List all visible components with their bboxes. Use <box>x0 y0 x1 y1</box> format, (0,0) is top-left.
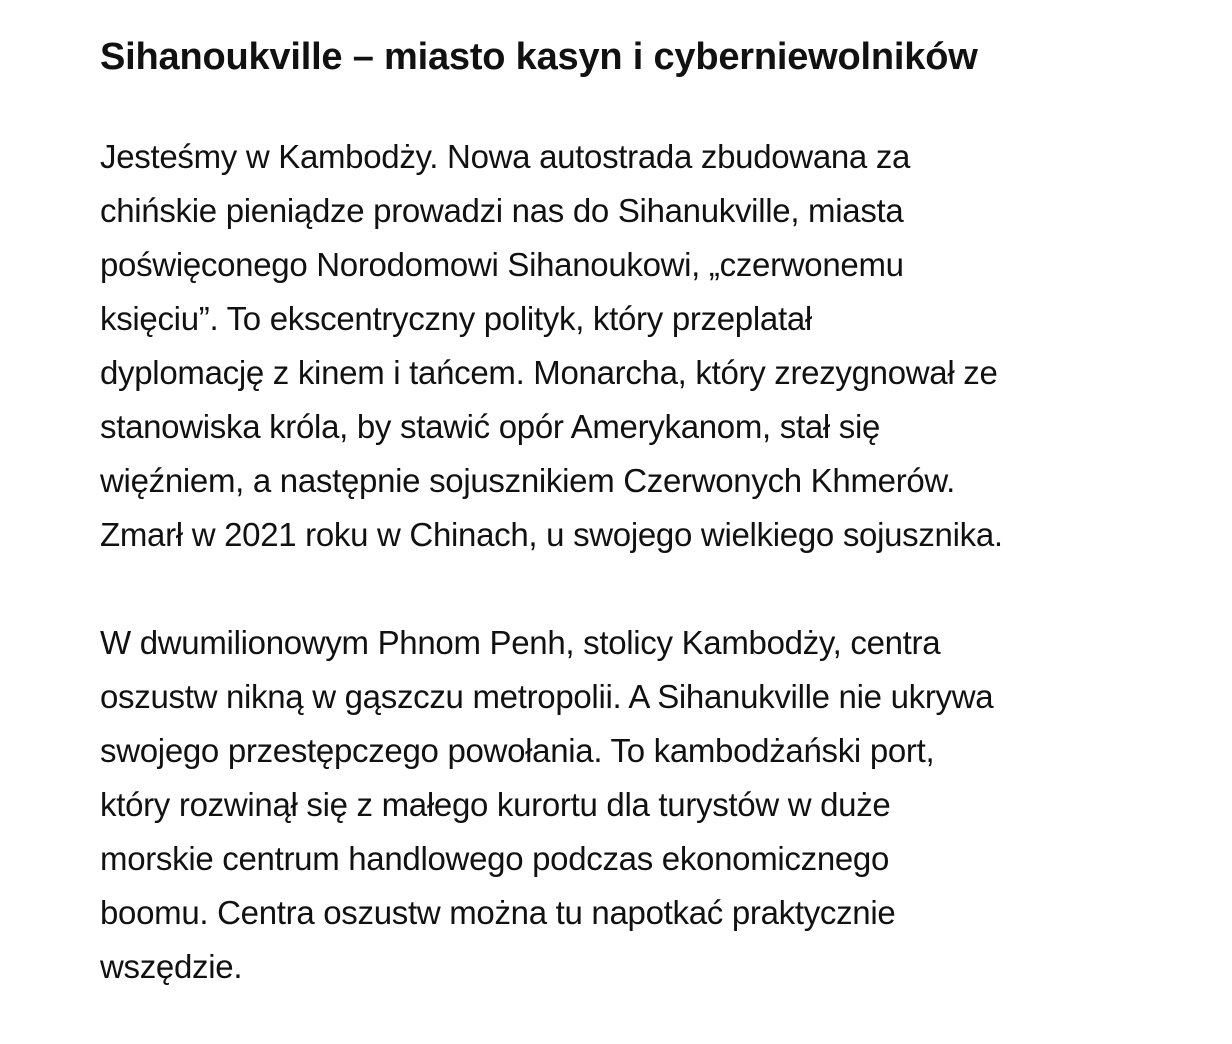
paragraph-line: oszustw nikną w gąszczu metropolii. A Sihanukville nie ukrywa <box>100 678 994 715</box>
article-paragraph-2 <box>100 616 1150 994</box>
article-paragraph-1 <box>100 130 1150 562</box>
paragraph-line: poświęconego Norodomowi Sihanoukowi, „czerwonemu <box>100 246 904 283</box>
paragraph-line: swojego przestępczego powołania. To kambodżański port, <box>100 732 935 769</box>
article <box>100 28 1150 994</box>
paragraph-line: chińskie pieniądze prowadzi nas do Sihanukville, miasta <box>100 192 904 229</box>
article-title: Sihanoukville – miasto kasyn i cyberniewolników <box>100 36 978 78</box>
paragraph-line: stanowiska króla, by stawić opór Amerykanom, stał się <box>100 408 881 445</box>
paragraph-line: W dwumilionowym Phnom Penh, stolicy Kambodży, centra <box>100 624 941 661</box>
paragraph-line: więźniem, a następnie sojusznikiem Czerwonych Khmerów. <box>100 462 956 499</box>
paragraph-line: wszędzie. <box>100 948 243 985</box>
paragraph-line: boomu. Centra oszustw można tu napotkać praktycznie <box>100 894 896 931</box>
paragraph-line: dyplomację z kinem i tańcem. Monarcha, który zrezygnował ze <box>100 354 998 391</box>
paragraph-line: morskie centrum handlowego podczas ekonomicznego <box>100 840 890 877</box>
paragraph-line: księciu”. To ekscentryczny polityk, który przeplatał <box>100 300 812 337</box>
paragraph-line: który rozwinął się z małego kurortu dla turystów w duże <box>100 786 891 823</box>
paragraph-line: Zmarł w 2021 roku w Chinach, u swojego wielkiego sojusznika. <box>100 516 1003 553</box>
paragraph-line: Jesteśmy w Kambodży. Nowa autostrada zbudowana za <box>100 138 911 175</box>
